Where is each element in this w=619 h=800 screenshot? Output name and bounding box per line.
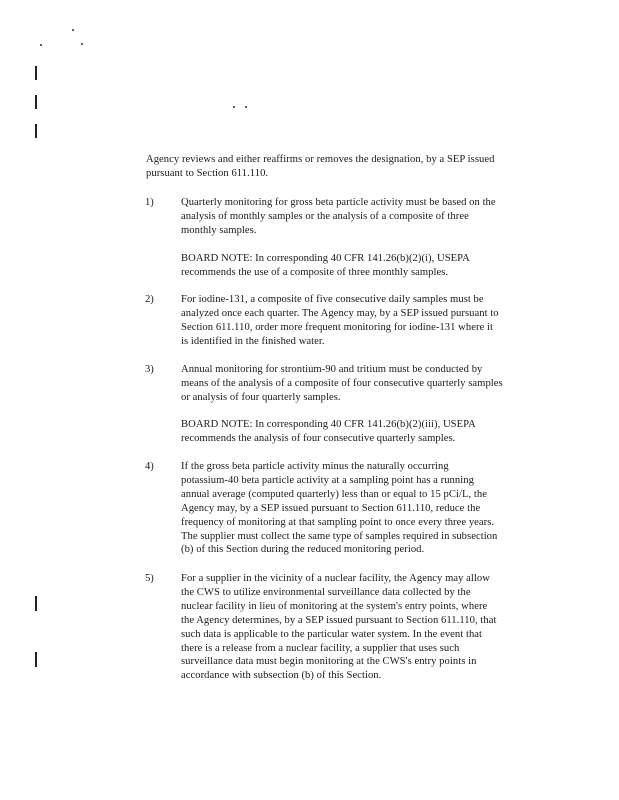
scan-speck	[245, 106, 247, 108]
item-paragraph: If the gross beta particle activity minus the naturally occurring potassium-40 beta particle activity at a sampling point has a running annual average (computed quarterly) less than or equal to 15 pCi/L, the Agency may, by a SEP issued pursuant to Section 611.110, reduce the frequency of monitoring at that sampling point to once every three years. The supplier must collect the same type of samples required in subsection (b) of this Section during the reduced monitoring period.	[181, 461, 498, 556]
item-paragraph: For a supplier in the vicinity of a nuclear facility, the Agency may allow the CWS to utilize environmental surveillance data collected by the nuclear facility in lieu of monitoring at the system's entry points, where the Agency determines, by a SEP issued pursuant to Section 611.110, that such data is applicable to the particular water system. In the event that there is a release from a nuclear facility, a supplier that uses such surveillance data must begin monitoring at the CWS's entry points in accordance with subsection (b) of this Section.	[181, 573, 497, 682]
board-note: BOARD NOTE: In corresponding 40 CFR 141.26(b)(2)(iii), USEPA recommends the analysis of four consecutive quarterly samples.	[181, 419, 476, 444]
revision-bar	[35, 66, 37, 80]
scan-speck	[81, 43, 83, 45]
item-paragraph: Annual monitoring for strontium-90 and tritium must be conducted by means of the analysis of a composite of four consecutive quarterly samples or analysis of four quarterly samples.	[181, 364, 503, 403]
item-number: 2)	[145, 294, 154, 305]
item-paragraph: Quarterly monitoring for gross beta particle activity must be based on the analysis of monthly samples or the analysis of a composite of three monthly samples.	[181, 197, 496, 236]
item-number: 1)	[145, 197, 154, 208]
revision-bar	[35, 596, 37, 611]
scan-speck	[233, 106, 235, 108]
item-number: 5)	[145, 573, 154, 584]
intro-paragraph: Agency reviews and either reaffirms or removes the designation, by a SEP issued pursuant to Section 611.110.	[146, 154, 495, 179]
scan-speck	[72, 29, 74, 31]
scan-speck	[40, 44, 42, 46]
item-number: 4)	[145, 461, 154, 472]
board-note: BOARD NOTE: In corresponding 40 CFR 141.26(b)(2)(i), USEPA recommends the use of a composite of three monthly samples.	[181, 253, 470, 278]
revision-bar	[35, 124, 37, 138]
revision-bar	[35, 95, 37, 109]
item-number: 3)	[145, 364, 154, 375]
item-paragraph: For iodine-131, a composite of five consecutive daily samples must be analyzed once each quarter. The Agency may, by a SEP issued pursuant to Section 611.110, order more frequent monitoring for iodine-131 where it is identified in the finished water.	[181, 294, 499, 347]
revision-bar	[35, 652, 37, 667]
